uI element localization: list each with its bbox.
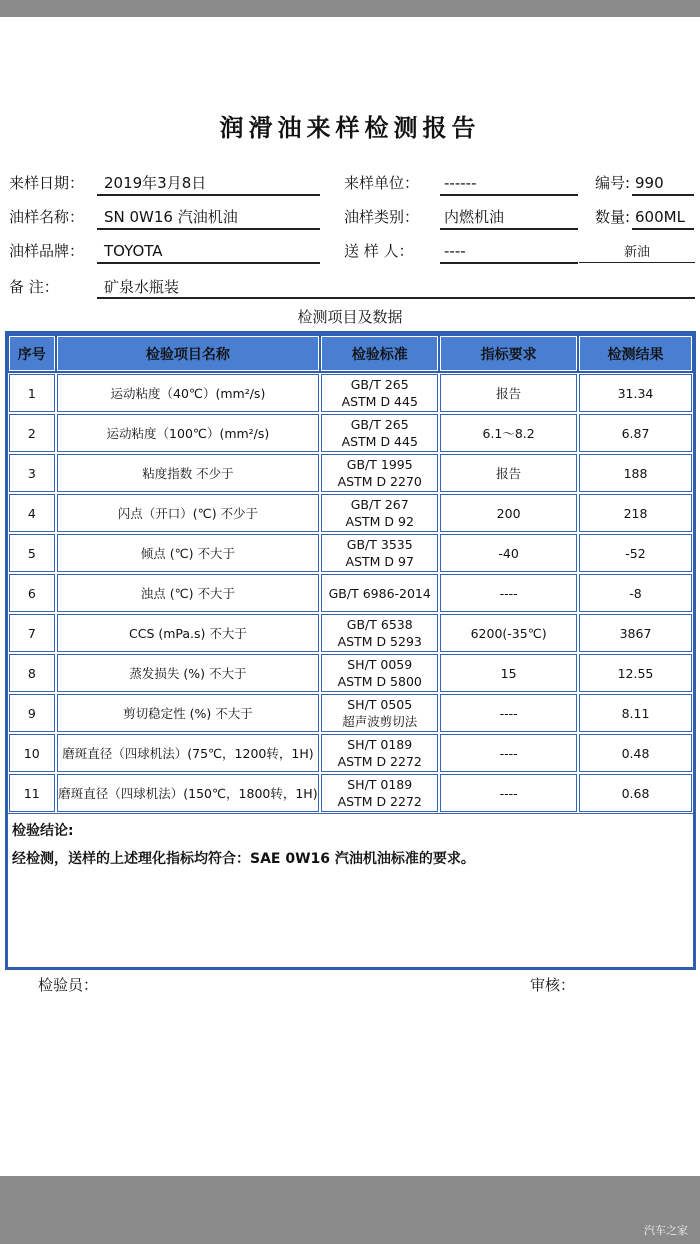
conclusion-text: 经检测，送样的上述理化指标均符合：SAE 0W16 汽油机油标准的要求。: [12, 851, 475, 867]
test-standard: [321, 734, 438, 772]
table-row: [8, 453, 693, 493]
requirement: ----: [440, 774, 577, 812]
result: 8.11: [579, 694, 692, 732]
sender-value: ----: [444, 242, 466, 260]
quantity-value: 600ML: [635, 208, 685, 226]
quantity-label: 数量:: [595, 208, 631, 226]
test-standard: [321, 614, 438, 652]
header-cell: 检测结果: [579, 336, 692, 371]
result: 3867: [579, 614, 692, 652]
test-standard: [321, 374, 438, 412]
brand-value: TOYOTA: [104, 242, 163, 260]
results-table: [5, 331, 696, 970]
row-number: 6: [9, 574, 55, 612]
unit-underline: [440, 194, 578, 196]
table-row: [8, 533, 693, 573]
result: 218: [579, 494, 692, 532]
table-row: [8, 733, 693, 773]
sender-underline: [440, 262, 578, 264]
row-number: 7: [9, 614, 55, 652]
table-row: [8, 653, 693, 693]
table-row: [8, 493, 693, 533]
section-title: 检测项目及数据: [297, 308, 403, 326]
unit-label: 来样单位：: [344, 174, 420, 192]
test-item: 蒸发损失 (%) 不大于: [57, 654, 320, 692]
standard-line-2: ASTM D 2270: [337, 474, 422, 489]
inspector-label: 检验员：: [38, 976, 99, 994]
header-cell: 序号: [9, 336, 55, 371]
test-item: 剪切稳定性 (%) 不大于: [57, 694, 320, 732]
standard-line-1: GB/T 265: [350, 417, 409, 432]
number-value: 990: [635, 174, 664, 192]
requirement: 200: [440, 494, 577, 532]
requirement: -40: [440, 534, 577, 572]
test-standard: [321, 654, 438, 692]
standard-line-1: GB/T 3535: [346, 537, 413, 552]
result: 0.48: [579, 734, 692, 772]
test-standard: [321, 494, 438, 532]
test-item: 倾点 (℃) 不大于: [57, 534, 320, 572]
type-underline: [440, 228, 578, 230]
number-label: 编号:: [595, 174, 631, 192]
number-underline: [632, 194, 694, 196]
name-value: SN 0W16 汽油机油: [104, 208, 238, 226]
standard-line-2: ASTM D 97: [345, 554, 414, 569]
standard-line-2: ASTM D 2272: [337, 754, 422, 769]
row-number: 5: [9, 534, 55, 572]
row-number: 11: [9, 774, 55, 812]
requirement: 6.1～8.2: [440, 414, 577, 452]
top-bar: [0, 0, 700, 17]
standard-line-1: GB/T 6986-2014: [328, 585, 431, 601]
name-label: 油样名称：: [9, 208, 85, 226]
standard-line-1: GB/T 267: [350, 497, 409, 512]
test-item: 磨斑直径（四球机法）(150℃，1800转，1H): [57, 774, 320, 812]
test-item: CCS (mPa.s) 不大于: [57, 614, 320, 652]
date-value: 2019年3月8日: [104, 174, 207, 192]
result: 0.68: [579, 774, 692, 812]
requirement: ----: [440, 574, 577, 612]
standard-line-2: ASTM D 445: [341, 434, 418, 449]
requirement: 15: [440, 654, 577, 692]
result: 6.87: [579, 414, 692, 452]
quantity-underline: [632, 228, 694, 230]
table-row: [8, 573, 693, 613]
row-number: 9: [9, 694, 55, 732]
type-label: 油样类别：: [344, 208, 420, 226]
sender-label: 送 样 人：: [344, 242, 414, 260]
row-number: 8: [9, 654, 55, 692]
table-row: [8, 373, 693, 413]
requirement: ----: [440, 694, 577, 732]
result: 188: [579, 454, 692, 492]
test-item: 闪点（开口）(℃) 不少于: [57, 494, 320, 532]
standard-line-2: ASTM D 445: [341, 394, 418, 409]
brand-underline: [97, 262, 320, 264]
result: -8: [579, 574, 692, 612]
table-row: [8, 613, 693, 653]
standard-line-1: SH/T 0189: [347, 737, 413, 752]
bottom-bar: [0, 1176, 700, 1244]
table-row: [8, 693, 693, 733]
result: 31.34: [579, 374, 692, 412]
brand-label: 油样品牌：: [9, 242, 85, 260]
header-cell: 指标要求: [440, 336, 577, 371]
test-item: 运动粘度（100℃）(mm²/s): [57, 414, 320, 452]
test-item: 磨斑直径（四球机法）(75℃，1200转，1H): [57, 734, 320, 772]
test-item: 浊点 (℃) 不大于: [57, 574, 320, 612]
report-title: 润滑油来样检测报告: [219, 113, 481, 142]
row-number: 10: [9, 734, 55, 772]
standard-line-1: SH/T 0505: [347, 697, 413, 712]
requirement: 报告: [440, 374, 577, 412]
row-number: 3: [9, 454, 55, 492]
test-standard: [321, 774, 438, 812]
test-item: 运动粘度（40℃）(mm²/s): [57, 374, 320, 412]
oil-state-value: 新油: [623, 245, 650, 260]
standard-line-1: SH/T 0059: [347, 657, 413, 672]
row-number: 1: [9, 374, 55, 412]
date-label: 来样日期：: [9, 174, 85, 192]
result: 12.55: [579, 654, 692, 692]
test-item: 粘度指数 不少于: [57, 454, 320, 492]
type-value: 内燃机油: [444, 208, 505, 226]
standard-line-1: GB/T 1995: [346, 457, 413, 472]
standard-line-2: ASTM D 5293: [337, 634, 422, 649]
row-number: 2: [9, 414, 55, 452]
oil-state-underline: [579, 262, 695, 263]
standard-line-2: ASTM D 5800: [337, 674, 422, 689]
test-standard: [321, 534, 438, 572]
table-row: [8, 413, 693, 453]
standard-line-2: ASTM D 2272: [337, 794, 422, 809]
conclusion-label: 检验结论:: [12, 823, 74, 839]
table-header-row: [8, 334, 693, 373]
header-cell: 检验标准: [321, 336, 438, 371]
standard-line-1: SH/T 0189: [347, 777, 413, 792]
standard-line-2: ASTM D 92: [345, 514, 414, 529]
standard-line-1: GB/T 265: [350, 377, 409, 392]
conclusion-box: [8, 813, 693, 967]
reviewer-label: 审核：: [530, 976, 576, 994]
result: -52: [579, 534, 692, 572]
header-cell: 检验项目名称: [57, 336, 320, 371]
watermark-text: 汽车之家: [644, 1224, 688, 1237]
standard-line-1: GB/T 6538: [346, 617, 413, 632]
remark-underline: [97, 297, 695, 299]
test-standard: [321, 414, 438, 452]
standard-line-2: 超声波剪切法: [342, 714, 418, 729]
requirement: 报告: [440, 454, 577, 492]
remark-value: 矿泉水瓶装: [104, 278, 180, 296]
requirement: 6200(-35℃): [440, 614, 577, 652]
test-standard: [321, 454, 438, 492]
date-underline: [97, 194, 320, 196]
name-underline: [97, 228, 320, 230]
unit-value: ------: [444, 174, 477, 192]
test-standard: [321, 574, 438, 612]
row-number: 4: [9, 494, 55, 532]
remark-label: 备 注：: [9, 278, 59, 296]
table-row: [8, 773, 693, 813]
requirement: ----: [440, 734, 577, 772]
test-standard: [321, 694, 438, 732]
